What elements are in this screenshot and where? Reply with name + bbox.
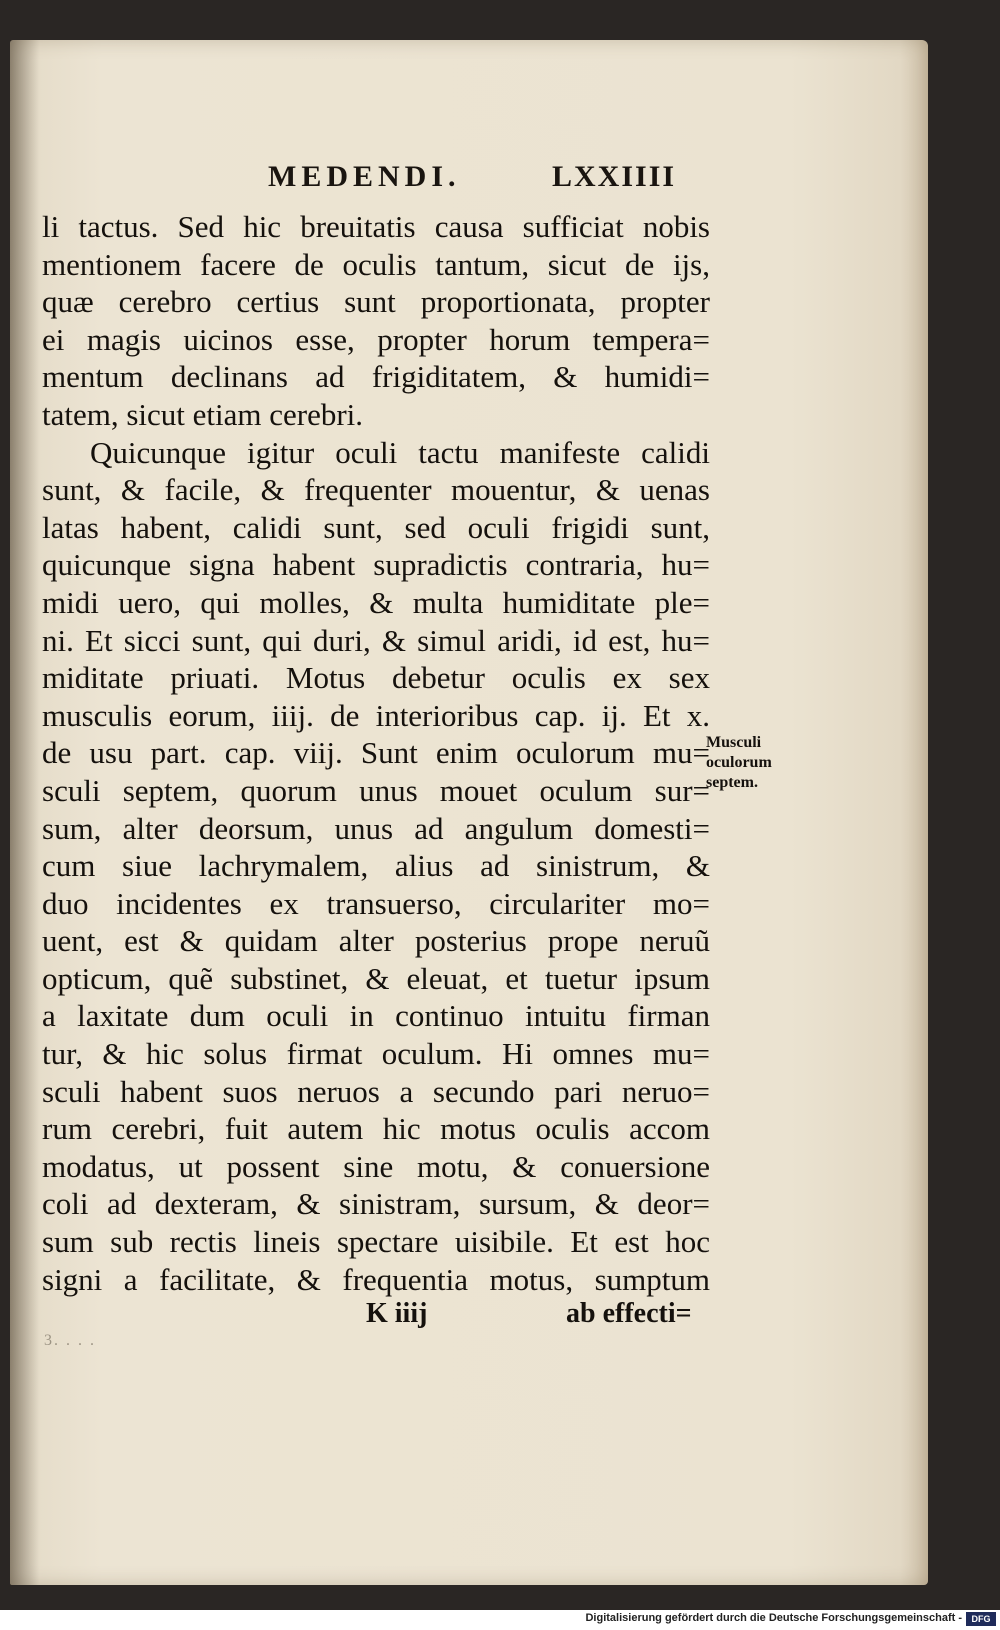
text-line: modatus, ut possent sine motu, & conuersione [42, 1148, 710, 1184]
text-line: signi a facilitate, & frequentia motus, sumptum [42, 1261, 710, 1297]
shelfmark: 3. . . . [44, 1332, 96, 1349]
text-line: a laxitate dum oculi in continuo intuitu firman [42, 998, 710, 1034]
text-line: sculi septem, quorum unus mouet oculum sur= [42, 772, 710, 808]
text-line: mentum declinans ad frigiditatem, & humidi= [42, 359, 710, 395]
text-line: sunt, & facile, & frequenter mouentur, & uenas [42, 472, 710, 508]
text-line: latas habent, calidi sunt, sed oculi frigidi sunt, [42, 509, 710, 545]
running-title: MEDENDI. [268, 160, 461, 193]
marginal-note-line: Musculi [706, 734, 762, 751]
text-line: cum siue lachrymalem, alius ad sinistrum, & [42, 848, 710, 884]
page-header [0, 160, 1000, 200]
credit-bar [0, 1610, 1000, 1630]
text-line: miditate priuati. Motus debetur oculis ex sex [42, 660, 710, 696]
folio-number: LXXIIII [552, 160, 677, 193]
page-footer [0, 1298, 1000, 1338]
text-line: opticum, quẽ substinet, & eleuat, et tuetur ipsum [42, 960, 710, 996]
text-line: sum sub rectis lineis spectare uisibile. Et est hoc [42, 1224, 710, 1260]
text-line: ei magis uicinos esse, propter horum tempera= [42, 321, 710, 357]
text-line: sculi habent suos neruos a secundo pari neruo= [42, 1073, 710, 1109]
text-line: Quicunque igitur oculi tactu manifeste calidi [90, 434, 710, 470]
text-line: quicunque signa habent supradictis contraria, hu= [42, 547, 710, 583]
text-line: musculis eorum, iiij. de interioribus cap. ij. Et x. [42, 697, 710, 733]
dfg-logo-icon: DFG [966, 1612, 996, 1626]
text-line: ni. Et sicci sunt, qui duri, & simul aridi, id est, hu= [42, 622, 710, 658]
text-line: quæ cerebro certius sunt proportionata, propter [42, 284, 710, 320]
catchword: ab effecti= [566, 1298, 692, 1329]
marginal-note-line: septem. [706, 774, 758, 791]
text-line: midi uero, qui molles, & multa humiditate ple= [42, 584, 710, 620]
signature-mark: K iiij [366, 1298, 428, 1329]
text-line: sum, alter deorsum, unus ad angulum domesti= [42, 810, 710, 846]
body-text [42, 208, 710, 1298]
text-line: duo incidentes ex transuerso, circulariter mo= [42, 885, 710, 921]
text-line: tatem, sicut etiam cerebri. [42, 396, 364, 432]
text-line: li tactus. Sed hic breuitatis causa sufficiat nobis [42, 209, 710, 244]
spine-shadow [10, 40, 40, 1585]
text-line: coli ad dexteram, & sinistram, sursum, & deor= [42, 1186, 710, 1222]
funding-credit: Digitalisierung gefördert durch die Deutsche Forschungsgemeinschaft - [585, 1612, 962, 1624]
text-line: tur, & hic solus firmat oculum. Hi omnes mu= [42, 1036, 710, 1072]
marginal-note-line: oculorum [706, 754, 772, 771]
text-line: uent, est & quidam alter posterius prope neruũ [42, 923, 710, 959]
text-line: rum cerebri, fuit autem hic motus oculis accom [42, 1111, 710, 1147]
text-line: de usu part. cap. viij. Sunt enim oculorum mu= [42, 735, 710, 771]
text-line: mentionem facere de oculis tantum, sicut de ijs, [42, 246, 710, 282]
marginal-note [706, 733, 816, 793]
